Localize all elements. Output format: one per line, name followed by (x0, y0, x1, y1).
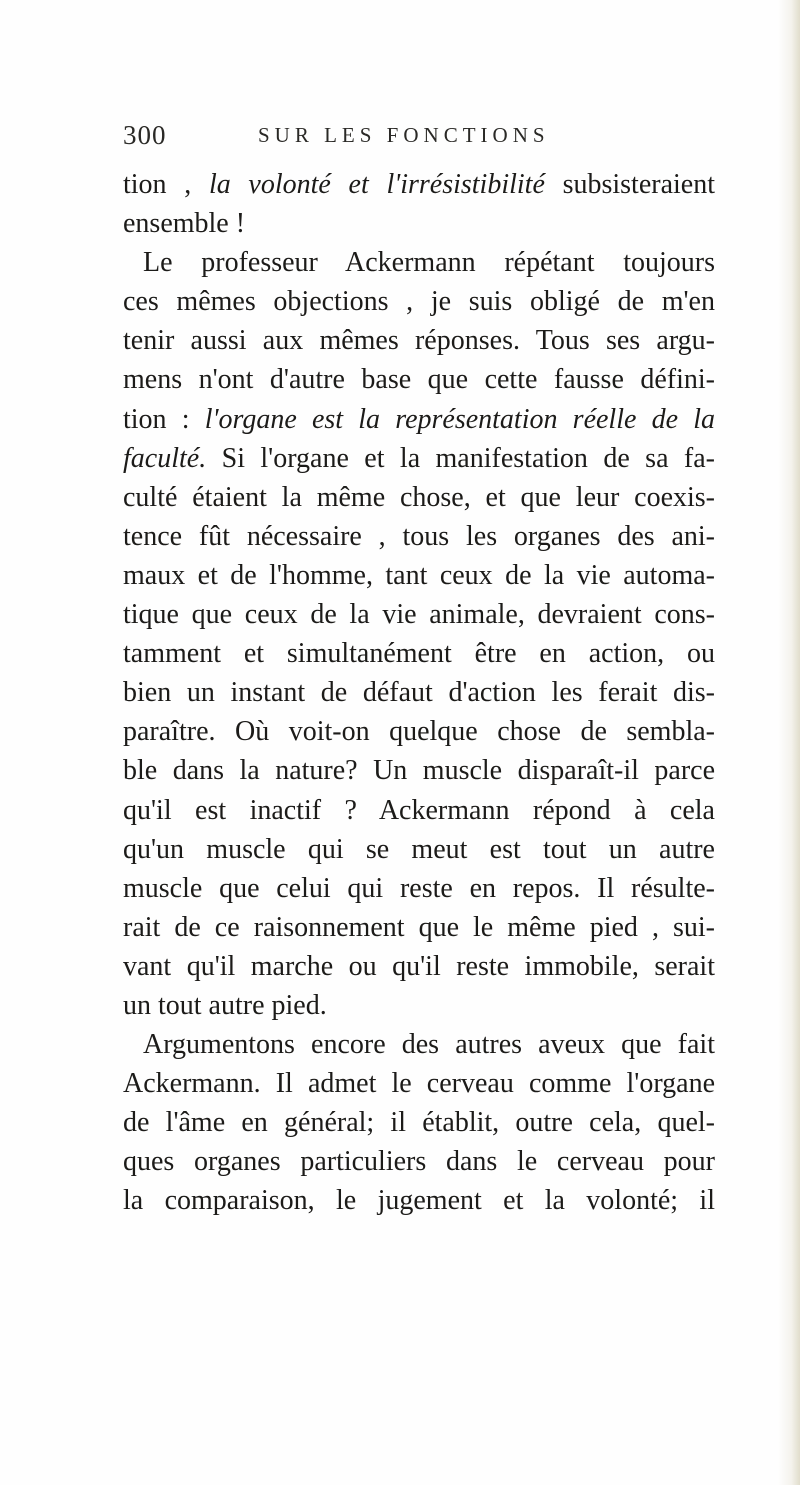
text-segment: tion , (123, 169, 209, 200)
text-segment: rait de ce raisonnement que le même pied , sui- (123, 911, 715, 943)
text-line (123, 1142, 715, 1181)
text-segment: vant qu'il marche ou qu'il reste immobile, serait (123, 950, 715, 982)
text-line (123, 400, 715, 439)
text-line (123, 439, 715, 478)
italic-text: l'organe est la représentation réelle de la (204, 403, 715, 435)
text-line (123, 751, 715, 790)
text-segment: mens n'ont d'autre base que cette fausse défini- (123, 364, 715, 396)
text-line (123, 204, 715, 243)
text-line (123, 321, 715, 360)
text-line (123, 986, 715, 1025)
text-segment: paraître. Où voit-on quelque chose de sembla- (123, 716, 715, 748)
text-segment: ces mêmes objections , je suis obligé de m'en (123, 286, 715, 318)
text-segment: qu'un muscle qui se meut est tout un autre (123, 833, 715, 865)
text-line (123, 634, 715, 673)
text-segment: maux et de l'homme, tant ceux de la vie automa- (123, 559, 715, 591)
text-line (123, 556, 715, 595)
page-header (123, 120, 663, 160)
text-segment: tenir aussi aux mêmes réponses. Tous ses argu- (123, 325, 715, 357)
text-line (123, 478, 715, 517)
text-segment: subsisteraient (544, 169, 715, 200)
text-segment: tion : (123, 403, 205, 435)
text-line (123, 1103, 715, 1142)
text-segment: Argumentons encore des autres aveux que fait (143, 1029, 715, 1061)
text-segment: tence fût nécessaire , tous les organes des ani- (123, 520, 715, 552)
text-line (123, 1064, 715, 1103)
text-line (123, 282, 715, 321)
text-line (123, 673, 715, 712)
text-line (123, 360, 715, 399)
italic-text: la volonté et l'irrésistibilité (208, 169, 545, 200)
text-segment: ques organes particuliers dans le cerveau pour (123, 1146, 715, 1178)
text-segment: la comparaison, le jugement et la volonté; il (123, 1185, 715, 1217)
text-line (123, 165, 715, 204)
text-line (123, 791, 715, 830)
text-line (123, 947, 715, 986)
text-segment: qu'il est inactif ? Ackermann répond à cela (123, 794, 715, 826)
text-line (123, 869, 715, 908)
text-line (123, 1181, 715, 1220)
page-number: 300 (123, 120, 167, 150)
text-line (123, 243, 715, 282)
text-segment: Ackermann. Il admet le cerveau comme l'organe (123, 1068, 715, 1100)
text-segment: ble dans la nature? Un muscle disparaît-il parce (123, 755, 715, 787)
text-segment: culté étaient la même chose, et que leur coexis- (123, 481, 715, 513)
running-head: SUR LES FONCTIONS (258, 123, 550, 147)
text-line (123, 595, 715, 634)
text-segment: tamment et simultanément être en action, ou (123, 638, 715, 670)
text-line (123, 517, 715, 556)
text-line (123, 830, 715, 869)
text-segment: ensemble ! (123, 208, 246, 240)
text-line (123, 712, 715, 751)
body-text (123, 165, 715, 1221)
text-line (123, 908, 715, 947)
text-segment: de l'âme en général; il établit, outre cela, quel- (123, 1107, 715, 1139)
text-segment: bien un instant de défaut d'action les ferait dis- (123, 677, 715, 709)
text-segment: muscle que celui qui reste en repos. Il résulte- (123, 872, 715, 904)
text-segment: Le professeur Ackermann répétant toujours (143, 247, 715, 279)
text-segment: un tout autre pied. (123, 989, 327, 1021)
page-edge-shadow (778, 0, 800, 1485)
text-segment: Si l'organe et la manifestation de sa fa- (206, 442, 715, 474)
italic-text: faculté. (123, 442, 207, 474)
text-segment: tique que ceux de la vie animale, devraient cons- (123, 599, 715, 631)
text-line (123, 1025, 715, 1064)
